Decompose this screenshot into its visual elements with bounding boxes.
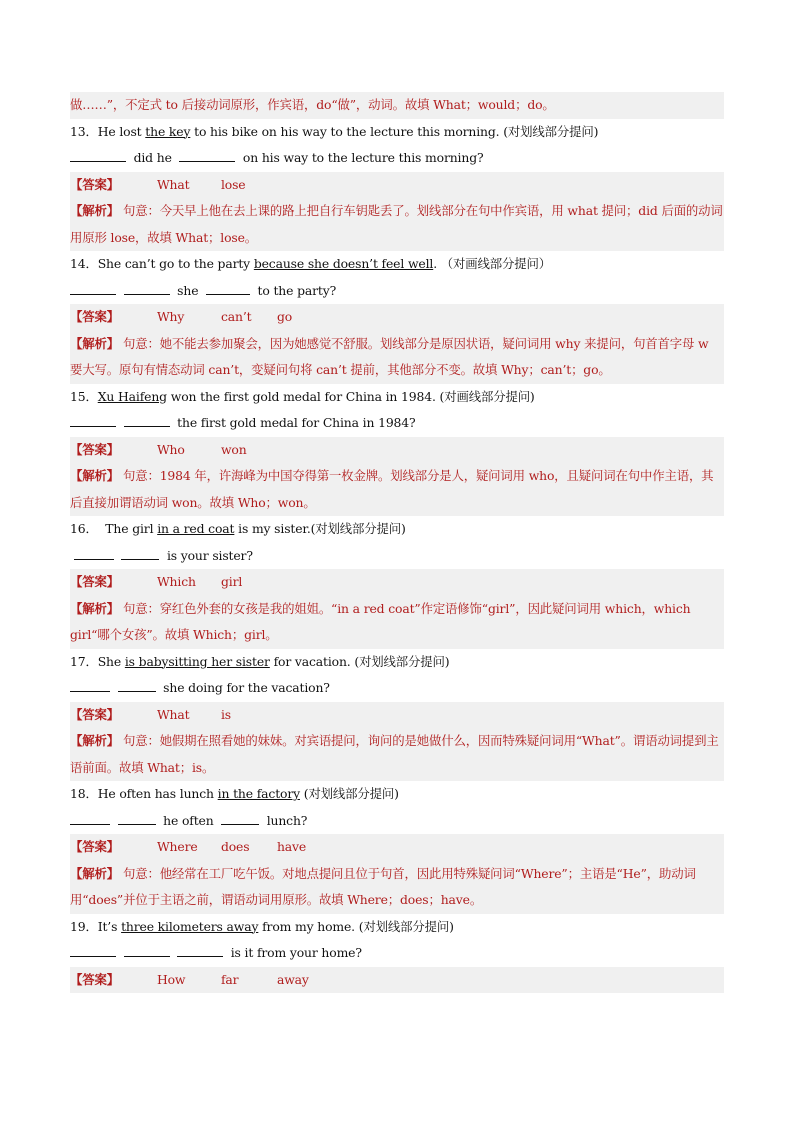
blank-line-16 — [70, 543, 724, 570]
question-16 — [70, 516, 724, 543]
answer-15 — [70, 437, 724, 464]
underlined-part: Xu Haifeng — [97, 388, 167, 404]
answer-blank[interactable] — [70, 812, 110, 825]
question-text: He lost — [97, 123, 146, 139]
answer-blank[interactable] — [70, 414, 116, 427]
analysis-text: 句意：她不能去参加聚会，因为她感觉不舒服。划线部分是原因状语，疑问词用 why 来提问，句首首字母 w 要大写。原句有情态动词 can’t，变疑问句将 can’t 提前，其他部分不变。故填 Why；can’t；go。 — [70, 335, 709, 377]
underlined-part: in the factory — [217, 786, 300, 801]
answer-value: How — [156, 971, 186, 987]
answer-value: does — [220, 839, 250, 854]
analysis-17 — [70, 728, 724, 781]
question-13 — [70, 119, 724, 146]
answer-value: lose — [220, 176, 246, 192]
answer-value: far — [220, 971, 239, 987]
analysis-text: 句意：他经常在工厂吃午饭。对地点提问且位于句首，因此用特殊疑问词“Where”；主语是“He”，助动词用“does”并位于主语之前，谓语动词用原形。故填 Where；does；have。 — [70, 865, 696, 907]
answer-value: can’t — [220, 309, 252, 324]
answer-blank[interactable] — [70, 282, 116, 295]
answer-value: What — [156, 706, 190, 722]
answer-blank[interactable] — [179, 149, 235, 162]
answer-value: Where — [156, 839, 198, 854]
analysis-16 — [70, 596, 724, 649]
blank-line-13 — [70, 145, 724, 172]
question-text: (对划线部分提问) — [299, 786, 399, 801]
analysis-15 — [70, 463, 724, 516]
answer-19 — [70, 967, 724, 994]
analysis-label: 【解析】 — [70, 203, 119, 218]
question-18 — [70, 781, 724, 808]
answer-blank[interactable] — [70, 944, 116, 957]
answer-16 — [70, 569, 724, 596]
answer-label: 【答案】 — [70, 971, 119, 987]
analysis-18 — [70, 861, 724, 914]
underlined-part: is babysitting her sister — [124, 653, 270, 669]
blank-text: is it from your home? — [230, 945, 362, 960]
question-17 — [70, 649, 724, 676]
blank-text: she — [177, 282, 199, 298]
question-text: She — [97, 653, 125, 669]
answer-14 — [70, 304, 724, 331]
underlined-part: because she doesn’t feel well — [253, 256, 434, 271]
blank-line-19 — [70, 940, 724, 967]
answer-blank[interactable] — [124, 282, 170, 295]
answer-label: 【答案】 — [70, 839, 119, 854]
answer-blank[interactable] — [124, 944, 170, 957]
question-number: 16． — [70, 521, 98, 536]
blank-text: lunch? — [266, 812, 308, 828]
question-number: 14． — [70, 256, 98, 271]
answer-17 — [70, 702, 724, 729]
answer-blank[interactable] — [70, 149, 126, 162]
analysis-14 — [70, 331, 724, 384]
answer-label: 【答案】 — [70, 574, 119, 589]
blank-text: the first gold medal for China in 1984? — [177, 415, 416, 430]
analysis-text: 句意：今天早上他在去上课的路上把自行车钥匙丢了。划线部分在句中作宾语，用 what 提问；did 后面的动词用原形 lose，故填 What；lose。 — [70, 203, 723, 245]
analysis-text: 句意：1984 年，许海峰为中国夺得第一枚金牌。划线部分是人，疑问词用 who，且疑问词在句中作主语，其后直接加谓语动词 won。故填 Who；won。 — [70, 468, 714, 510]
answer-13 — [70, 172, 724, 199]
answer-value: Which — [156, 574, 196, 589]
question-text: for vacation. (对划线部分提问) — [269, 653, 450, 669]
answer-blank[interactable] — [74, 547, 114, 560]
answer-blank[interactable] — [221, 812, 259, 825]
question-number: 15． — [70, 388, 98, 404]
question-text: The girl — [105, 521, 158, 536]
blank-text: she doing for the vacation? — [163, 680, 330, 695]
underlined-part: the key — [145, 123, 191, 139]
analysis-text: 做……”，不定式 to 后接动词原形，作宾语，do“做”，动词。故填 What；would；do。 — [70, 97, 555, 112]
question-text: from my home. (对划线部分提问) — [258, 918, 454, 934]
previous-analysis-tail — [70, 92, 724, 119]
answer-value: is — [220, 706, 231, 722]
answer-18 — [70, 834, 724, 861]
answer-value: away — [276, 971, 309, 987]
answer-label: 【答案】 — [70, 706, 119, 722]
blank-text: did he — [133, 150, 172, 165]
question-text: is my sister.(对划线部分提问) — [234, 521, 406, 536]
answer-value: won — [220, 441, 247, 457]
analysis-label: 【解析】 — [70, 468, 119, 483]
blank-text: is your sister? — [166, 547, 253, 563]
answer-blank[interactable] — [206, 282, 250, 295]
blank-text: he often — [163, 812, 214, 828]
question-text: to his bike on his way to the lecture this morning. (对划线部分提问) — [190, 123, 599, 139]
blank-line-17 — [70, 675, 724, 702]
question-text: won the first gold medal for China in 1984. (对画线部分提问) — [166, 388, 535, 404]
underlined-part: three kilometers away — [121, 918, 259, 934]
answer-value: girl — [220, 574, 243, 589]
answer-value: have — [276, 839, 307, 854]
question-number: 18． — [70, 786, 98, 801]
answer-blank[interactable] — [118, 679, 156, 692]
answer-blank[interactable] — [121, 547, 159, 560]
analysis-label: 【解析】 — [70, 335, 119, 351]
analysis-label: 【解析】 — [70, 600, 119, 616]
answer-value: go — [276, 309, 293, 324]
answer-label: 【答案】 — [70, 176, 119, 192]
answer-blank[interactable] — [70, 679, 110, 692]
question-19 — [70, 914, 724, 941]
question-15 — [70, 384, 724, 411]
question-text: He often has lunch — [97, 786, 218, 801]
analysis-text: 句意：她假期在照看她的妹妹。对宾语提问，询问的是她做什么，因而特殊疑问词用“What”。谓语动词提到主语前面。故填 What；is。 — [70, 733, 719, 775]
answer-blank[interactable] — [124, 414, 170, 427]
answer-blank[interactable] — [118, 812, 156, 825]
blank-line-18 — [70, 808, 724, 835]
underlined-part: in a red coat — [157, 521, 235, 536]
question-text: . （对画线部分提问） — [433, 256, 551, 271]
answer-value: What — [156, 176, 190, 192]
answer-value: Who — [156, 441, 185, 457]
blank-text: on his way to the lecture this morning? — [242, 150, 484, 165]
document-page — [70, 92, 724, 993]
question-text: It’s — [97, 918, 122, 934]
question-number: 13． — [70, 123, 98, 139]
question-text: She can’t go to the party — [97, 256, 254, 271]
answer-value: Why — [156, 309, 185, 324]
question-number: 19． — [70, 918, 98, 934]
answer-label: 【答案】 — [70, 441, 119, 457]
question-14 — [70, 251, 724, 278]
analysis-text: 句意：穿红色外套的女孩是我的姐姐。“in a red coat”作定语修饰“girl”，因此疑问词用 which，which girl“哪个女孩”。故填 Which；girl。 — [70, 600, 691, 642]
analysis-label: 【解析】 — [70, 733, 119, 748]
answer-label: 【答案】 — [70, 309, 119, 324]
analysis-label: 【解析】 — [70, 865, 119, 881]
blank-line-14 — [70, 278, 724, 305]
question-number: 17． — [70, 653, 98, 669]
blank-text: to the party? — [257, 282, 337, 298]
analysis-13 — [70, 198, 724, 251]
answer-blank[interactable] — [177, 944, 223, 957]
blank-line-15 — [70, 410, 724, 437]
